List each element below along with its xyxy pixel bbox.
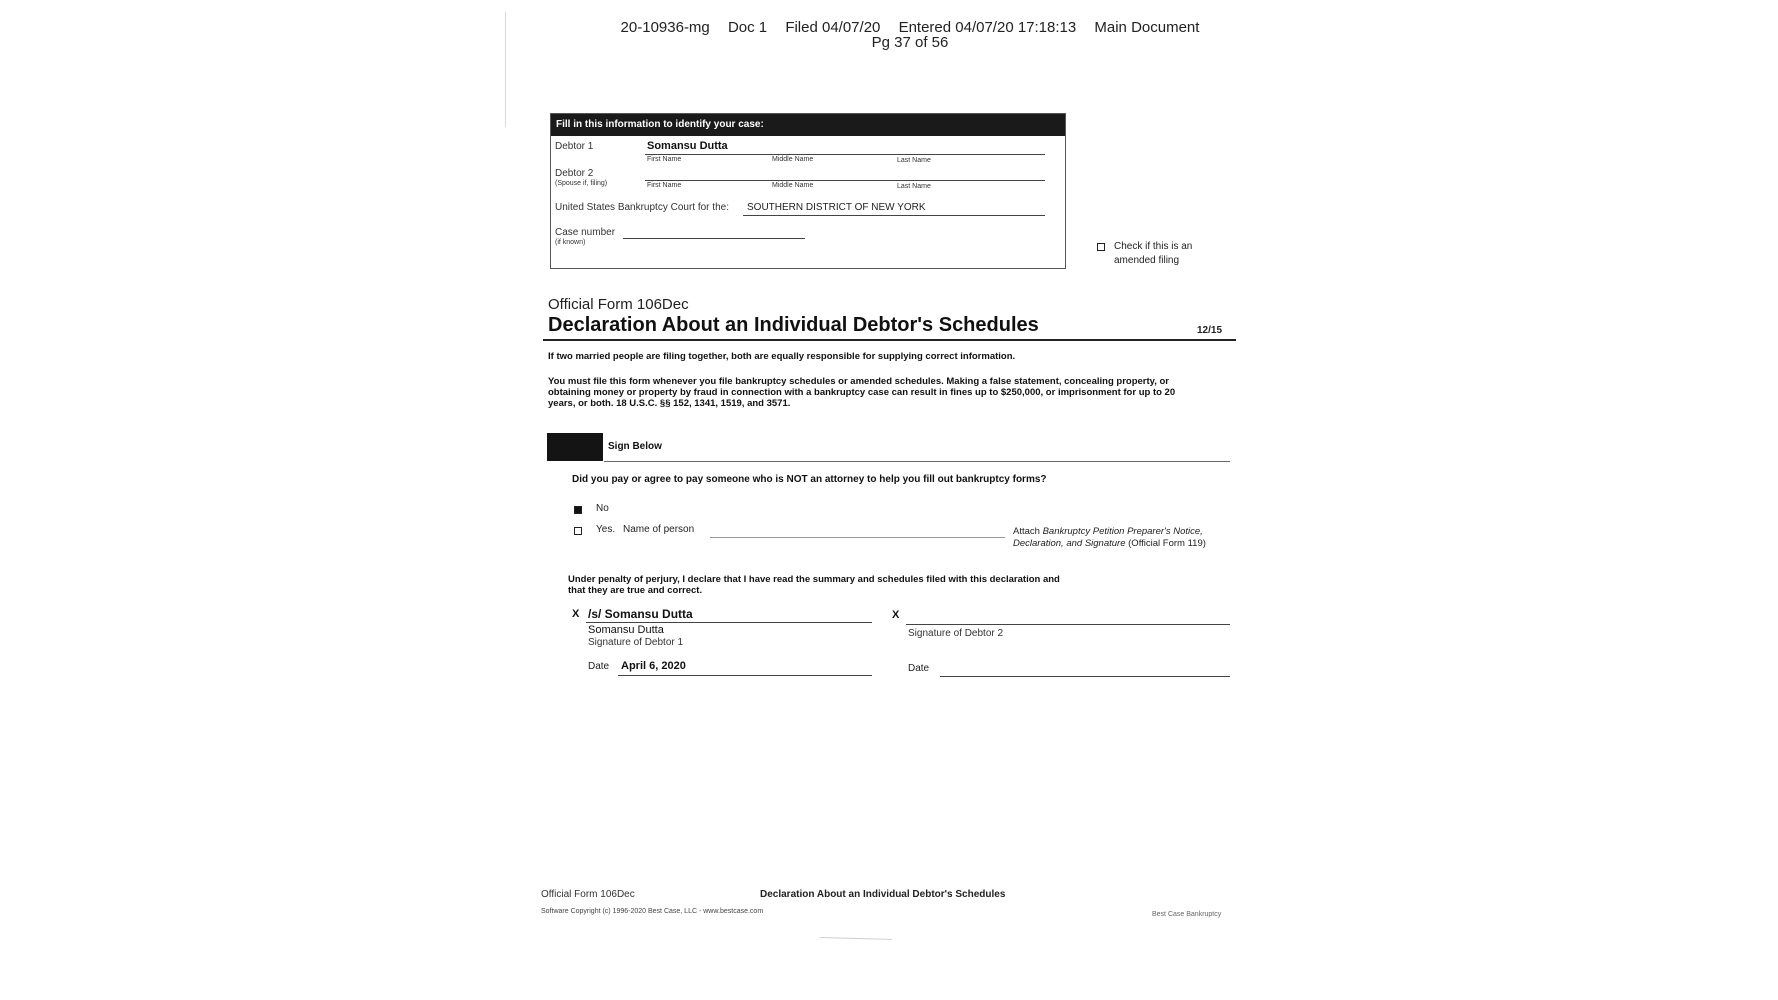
debtor2-date-label: Date (908, 663, 930, 674)
scan-edge-line (505, 12, 506, 127)
name-of-person-field[interactable] (710, 537, 1005, 538)
form-number: Official Form 106Dec (548, 296, 689, 313)
footer-copyright: Software Copyright (c) 1996-2020 Best Case, LLC - www.bestcase.com (541, 908, 764, 915)
part-marker-block (547, 433, 603, 461)
case-identification-box (550, 113, 1066, 269)
debtor1-date-value: April 6, 2020 (621, 660, 686, 672)
debtor2-first-name-caption: First Name (647, 182, 682, 189)
case-number-sub-label: (if known) (555, 239, 586, 246)
amended-filing-line1: Check if this is an (1114, 241, 1193, 252)
debtor1-printed-name: Somansu Dutta (588, 624, 664, 636)
debtor1-underline (645, 154, 1045, 155)
debtor1-middle-name-caption: Middle Name (772, 156, 814, 163)
debtor1-signature-x: X (572, 608, 580, 620)
case-number-underline (623, 238, 805, 239)
married-filing-note: If two married people are filing together, both are equally responsible for supplying correct information. (548, 351, 1016, 362)
amended-filing-line2: amended filing (1114, 255, 1180, 266)
footer-brand: Best Case Bankruptcy (1152, 911, 1222, 918)
debtor1-last-name-caption: Last Name (897, 157, 931, 164)
debtor1-date-label: Date (588, 661, 610, 672)
amended-filing-checkbox[interactable] (1097, 243, 1105, 251)
debtor2-last-name-caption: Last Name (897, 183, 931, 190)
title-rule (543, 339, 1236, 341)
debtor1-first-name-caption: First Name (647, 156, 682, 163)
debtor2-middle-name-caption: Middle Name (772, 182, 814, 189)
sign-below-title: Sign Below (608, 441, 662, 452)
form-version: 12/15 (1197, 325, 1223, 336)
attach-notice-title: Bankruptcy Petition Preparer's Notice, (1042, 526, 1203, 537)
debtor1-signature-line[interactable] (586, 622, 872, 623)
main-document-label: Main Document (1094, 19, 1200, 36)
filed-date: Filed 04/07/20 (785, 19, 881, 36)
page-count: Pg 37 of 56 (871, 34, 949, 51)
attach-preparer-notice (1013, 526, 1206, 550)
yes-option-label: Yes. (596, 524, 616, 535)
doc-number: Doc 1 (727, 19, 768, 36)
debtor2-sub-label: (Spouse if, filing) (555, 180, 608, 187)
perjury-line1: Under penalty of perjury, I declare that I have read the summary and schedules filed with this declaration and (568, 574, 1060, 585)
amended-filing-label (1114, 240, 1192, 268)
warning-paragraph (548, 376, 1233, 409)
court-district-value: SOUTHERN DISTRICT OF NEW YORK (747, 202, 926, 213)
debtor2-date-line[interactable] (940, 676, 1230, 677)
court-label: United States Bankruptcy Court for the: (555, 202, 729, 213)
case-number-label: Case number (555, 227, 616, 238)
debtor2-signature-caption: Signature of Debtor 2 (908, 628, 1004, 639)
debtor1-name-value: Somansu Dutta (647, 140, 728, 152)
no-checkbox[interactable] (574, 506, 582, 514)
sign-below-rule (604, 461, 1230, 462)
name-of-person-label: Name of person (623, 524, 695, 535)
court-underline (743, 215, 1045, 216)
debtor1-signature-caption: Signature of Debtor 1 (588, 637, 684, 648)
perjury-declaration (568, 574, 1108, 596)
case-number-header: 20-10936-mg (620, 19, 710, 36)
debtor2-signature-line[interactable] (906, 624, 1230, 625)
attach-official-form: (Official Form 119) (1128, 538, 1206, 549)
debtor1-date-line[interactable] (618, 675, 872, 676)
no-option-label: No (596, 503, 609, 514)
debtor2-signature-x: X (892, 609, 900, 621)
preparer-question: Did you pay or agree to pay someone who is NOT an attorney to help you fill out bankruptcy forms? (572, 474, 1047, 485)
warning-line3: years, or both. 18 U.S.C. §§ 152, 1341, 1519, and 3571. (548, 398, 791, 409)
warning-line2: obtaining money or property by fraud in connection with a bankruptcy case can result in fines up to $250,000, or imprisonment for up to 20 (548, 387, 1176, 398)
attach-declaration-title: Declaration, and Signature (1013, 538, 1126, 549)
warning-line1: You must file this form whenever you file bankruptcy schedules or amended schedules. Making a false statement, concealing property, or (548, 376, 1170, 387)
footer-form-title: Declaration About an Individual Debtor's Schedules (760, 889, 1006, 900)
form-title: Declaration About an Individual Debtor's Schedules (548, 314, 1039, 336)
case-identification-heading: Fill in this information to identify your case: (551, 114, 1065, 136)
debtor2-label: Debtor 2 (555, 168, 594, 179)
debtor1-label: Debtor 1 (555, 141, 594, 152)
yes-checkbox[interactable] (574, 527, 582, 535)
debtor1-signature-value: /s/ Somansu Dutta (588, 607, 693, 621)
scan-artifact-line (820, 937, 892, 940)
debtor2-underline (645, 180, 1045, 181)
perjury-line2: that they are true and correct. (568, 585, 703, 596)
attach-prefix: Attach (1013, 526, 1040, 537)
court-header (580, 20, 1240, 50)
entered-date: Entered 04/07/20 17:18:13 (898, 19, 1077, 36)
footer-form-number: Official Form 106Dec (541, 889, 635, 900)
